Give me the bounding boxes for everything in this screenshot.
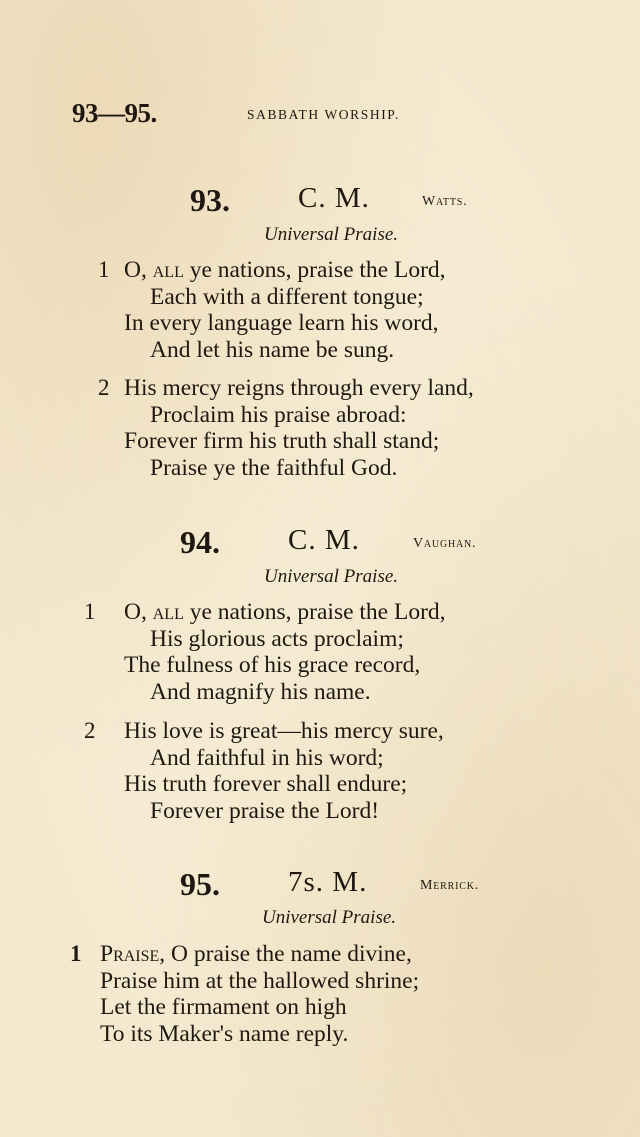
stanza-line: His love is great—his mercy sure, — [124, 718, 444, 744]
hymn-meter: 7s. M. — [288, 866, 368, 898]
running-title: SABBATH WORSHIP. — [247, 107, 400, 122]
hymn-number: 94. — [180, 524, 220, 560]
page-range: 93—95. — [72, 98, 157, 128]
hymn-tune: Merrick. — [420, 878, 480, 893]
hymn-95-stanza-1 — [70, 941, 592, 1047]
hymn-95-header — [180, 866, 640, 906]
hymn-94-stanza-1 — [84, 599, 592, 705]
stanza-number: 1 — [98, 257, 110, 282]
stanza-line: Forever firm his truth shall stand; — [124, 428, 440, 454]
hymn-93-stanza-2 — [92, 375, 592, 481]
stanza-line: In every language learn his word, — [124, 310, 439, 336]
stanza-line: His truth forever shall endure; — [124, 771, 408, 797]
stanza-line: Forever praise the Lord! — [150, 797, 380, 824]
hymn-93-stanza-1 — [92, 257, 592, 363]
stanza-number: 1 — [84, 599, 96, 624]
hymn-meter: C. M. — [288, 524, 360, 556]
hymn-number: 95. — [180, 866, 220, 902]
stanza-number: 2 — [98, 375, 110, 400]
stanza-line: And faithful in his word; — [150, 744, 384, 771]
stanza-line: The fulness of his grace record, — [124, 652, 421, 678]
stanza-line: Praise ye the faithful God. — [150, 454, 398, 481]
hymn-number: 93. — [190, 182, 230, 218]
stanza-line: And magnify his name. — [150, 678, 371, 705]
stanza-line: And let his name be sung. — [150, 336, 395, 363]
hymn-93-header — [190, 182, 640, 222]
hymn-95-subtitle: Universal Praise. — [262, 907, 397, 928]
stanza-line: Proclaim his praise abroad: — [150, 401, 407, 428]
hymn-meter: C. M. — [298, 182, 370, 214]
stanza-number: 2 — [84, 718, 96, 743]
stanza-line: O, all ye nations, praise the Lord, — [124, 257, 446, 283]
stanza-number: 1 — [70, 941, 82, 966]
hymn-tune: Watts. — [422, 194, 468, 209]
hymn-94-subtitle: Universal Praise. — [264, 566, 399, 587]
stanza-line: Praise him at the hallowed shrine; — [100, 967, 420, 994]
hymn-94-stanza-2 — [84, 718, 592, 824]
hymn-93-subtitle: Universal Praise. — [264, 224, 399, 245]
hymn-tune: Vaughan. — [413, 536, 477, 551]
stanza-line: O, all ye nations, praise the Lord, — [124, 599, 446, 625]
stanza-line: Praise, O praise the name divine, — [100, 941, 412, 967]
stanza-line: To its Maker's name reply. — [100, 1020, 349, 1047]
stanza-line: Let the firmament on high — [100, 994, 347, 1020]
hymn-94-header — [180, 524, 640, 564]
running-head — [72, 98, 572, 134]
stanza-line: Each with a different tongue; — [150, 283, 424, 310]
stanza-line: His glorious acts proclaim; — [150, 625, 404, 652]
stanza-line: His mercy reigns through every land, — [124, 375, 474, 401]
